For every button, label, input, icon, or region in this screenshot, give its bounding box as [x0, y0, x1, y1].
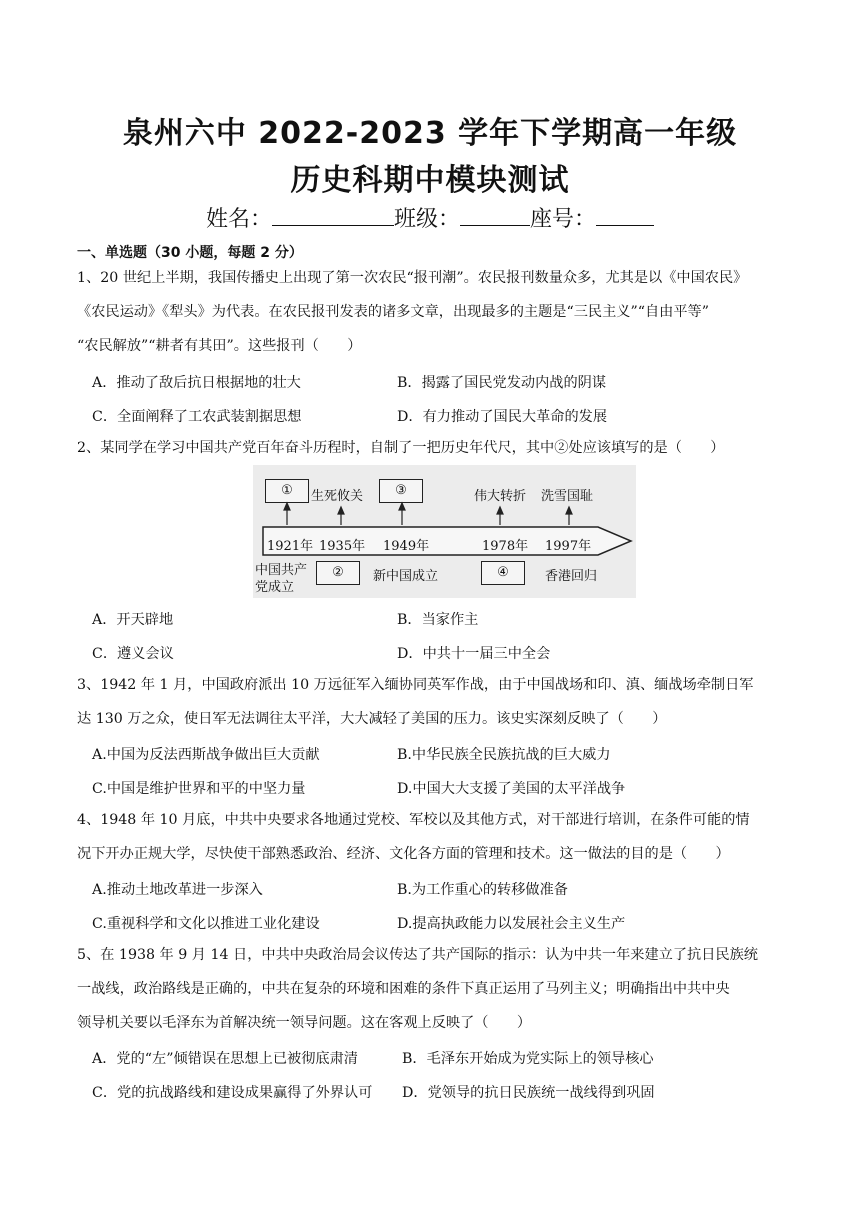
- timeline-year-1949: 1949年: [383, 539, 430, 554]
- timeline-label-weida: 伟大转折: [474, 489, 527, 504]
- question-5-line-2: 一战线，政治路线是正确的，中共在复杂的环境和困难的条件下真正运用了马列主义；明确指出中共中央: [77, 981, 730, 997]
- q4-option-c[interactable]: C.重视科学和文化以推进工业化建设: [92, 916, 320, 932]
- q5-option-a[interactable]: A．党的“左”倾错误在思想上已被彻底肃清: [92, 1051, 358, 1067]
- timeline-label-xinzhongguo: 新中国成立: [373, 569, 439, 584]
- q1-option-a[interactable]: A．推动了敌后抗日根据地的壮大: [92, 375, 301, 391]
- timeline-box-4: ④: [481, 561, 525, 585]
- q3-option-a[interactable]: A.中国为反法西斯战争做出巨大贡献: [92, 747, 320, 763]
- q3-option-b[interactable]: B.中华民族全民族抗战的巨大威力: [397, 747, 611, 763]
- seat-label: 座号：: [530, 207, 597, 232]
- class-label: 班级：: [393, 207, 460, 232]
- q2-option-d[interactable]: D．中共十一届三中全会: [397, 646, 551, 662]
- timeline-year-1997: 1997年: [545, 539, 592, 554]
- question-4-line-1: 4、1948 年 10 月底，中共中央要求各地通过党校、军校以及其他方式，对干部进行培训，在条件可能的情: [77, 812, 750, 828]
- q5-option-d[interactable]: D．党领导的抗日民族统一战线得到巩固: [402, 1085, 655, 1101]
- timeline-label-shengsi: 生死攸关: [311, 489, 364, 504]
- timeline-box-3: ③: [379, 479, 423, 503]
- question-5-line-1: 5、在 1938 年 9 月 14 日，中共中央政治局会议传达了共产国际的指示：认为中共一年来建立了抗日民族统: [77, 947, 758, 963]
- question-5: [77, 938, 787, 1040]
- question-1-line-1: 1、20 世纪上半期，我国传播史上出现了第一次农民“报刊潮”。农民报刊数量众多，尤其是以《中国农民》: [77, 270, 748, 286]
- q2-option-b[interactable]: B．当家作主: [397, 612, 479, 628]
- timeline-label-zhonggong-1: 中国共产: [255, 563, 308, 578]
- question-1-line-2: 《农民运动》《犁头》为代表。在农民报刊发表的诸多文章，出现最多的主题是“三民主义”“自由平等”: [77, 304, 709, 320]
- q4-option-b[interactable]: B.为工作重心的转移做准备: [397, 882, 568, 898]
- section-heading: 一、单选题（30 小题，每题 2 分）: [77, 245, 303, 261]
- question-2-line-1: 2、某同学在学习中国共产党百年奋斗历程时，自制了一把历史年代尺，其中②处应该填写的是（ ）: [77, 440, 725, 456]
- q3-option-d[interactable]: D.中国大大支援了美国的太平洋战争: [397, 781, 626, 797]
- exam-subtitle: 历史科期中模块测试: [290, 163, 570, 198]
- q5-option-b[interactable]: B．毛泽东开始成为党实际上的领导核心: [402, 1051, 654, 1067]
- question-3: [77, 668, 787, 736]
- q4-option-d[interactable]: D.提高执政能力以发展社会主义生产: [397, 916, 626, 932]
- timeline-year-1921: 1921年: [267, 539, 314, 554]
- exam-title: 泉州六中 2022-2023 学年下学期高一年级: [122, 116, 738, 151]
- question-4-line-2: 况下开办正规大学，尽快使干部熟悉政治、经济、文化各方面的管理和技术。这一做法的目的是（ ）: [77, 846, 730, 862]
- timeline-box-2: ②: [316, 561, 360, 585]
- q5-option-c[interactable]: C．党的抗战路线和建设成果赢得了外界认可: [92, 1085, 373, 1101]
- question-3-line-1: 3、1942 年 1 月，中国政府派出 10 万远征军入缅协同英军作战，由于中国战场和印、滇、缅战场牵制日军: [77, 677, 754, 693]
- q2-option-c[interactable]: C．遵义会议: [92, 646, 174, 662]
- question-4: [77, 803, 787, 871]
- question-1-line-3: “农民解放”“耕者有其田”。这些报刊（ ）: [77, 338, 362, 354]
- question-5-line-3: 领导机关要以毛泽东为首解决统一领导问题。这在客观上反映了（ ）: [77, 1015, 532, 1031]
- timeline-box-1: ①: [265, 479, 309, 503]
- history-timeline-figure: [253, 465, 636, 598]
- seat-blank[interactable]: [596, 203, 654, 226]
- question-3-line-2: 达 130 万之众，使日军无法调往太平洋，大大减轻了美国的压力。该史实深刻反映了（ ）: [77, 711, 667, 727]
- timeline-label-zhonggong-2: 党成立: [255, 580, 295, 595]
- question-1: [77, 261, 787, 363]
- q2-option-a[interactable]: A．开天辟地: [92, 612, 174, 628]
- q3-option-c[interactable]: C.中国是维护世界和平的中坚力量: [92, 781, 306, 797]
- name-blank[interactable]: [272, 203, 394, 226]
- timeline-label-xixue: 洗雪国耻: [541, 489, 594, 504]
- timeline-year-1978: 1978年: [482, 539, 529, 554]
- q1-option-b[interactable]: B．揭露了国民党发动内战的阴谋: [397, 375, 607, 391]
- q1-option-c[interactable]: C．全面阐释了工农武装割据思想: [92, 409, 302, 425]
- q4-option-a[interactable]: A.推动土地改革进一步深入: [92, 882, 263, 898]
- name-label: 姓名：: [205, 207, 272, 232]
- q1-option-d[interactable]: D．有力推动了国民大革命的发展: [397, 409, 608, 425]
- student-info-line: [0, 202, 860, 233]
- timeline-label-xianggang: 香港回归: [545, 569, 598, 584]
- class-blank[interactable]: [460, 203, 530, 226]
- timeline-year-1935: 1935年: [319, 539, 366, 554]
- question-2: [77, 431, 787, 465]
